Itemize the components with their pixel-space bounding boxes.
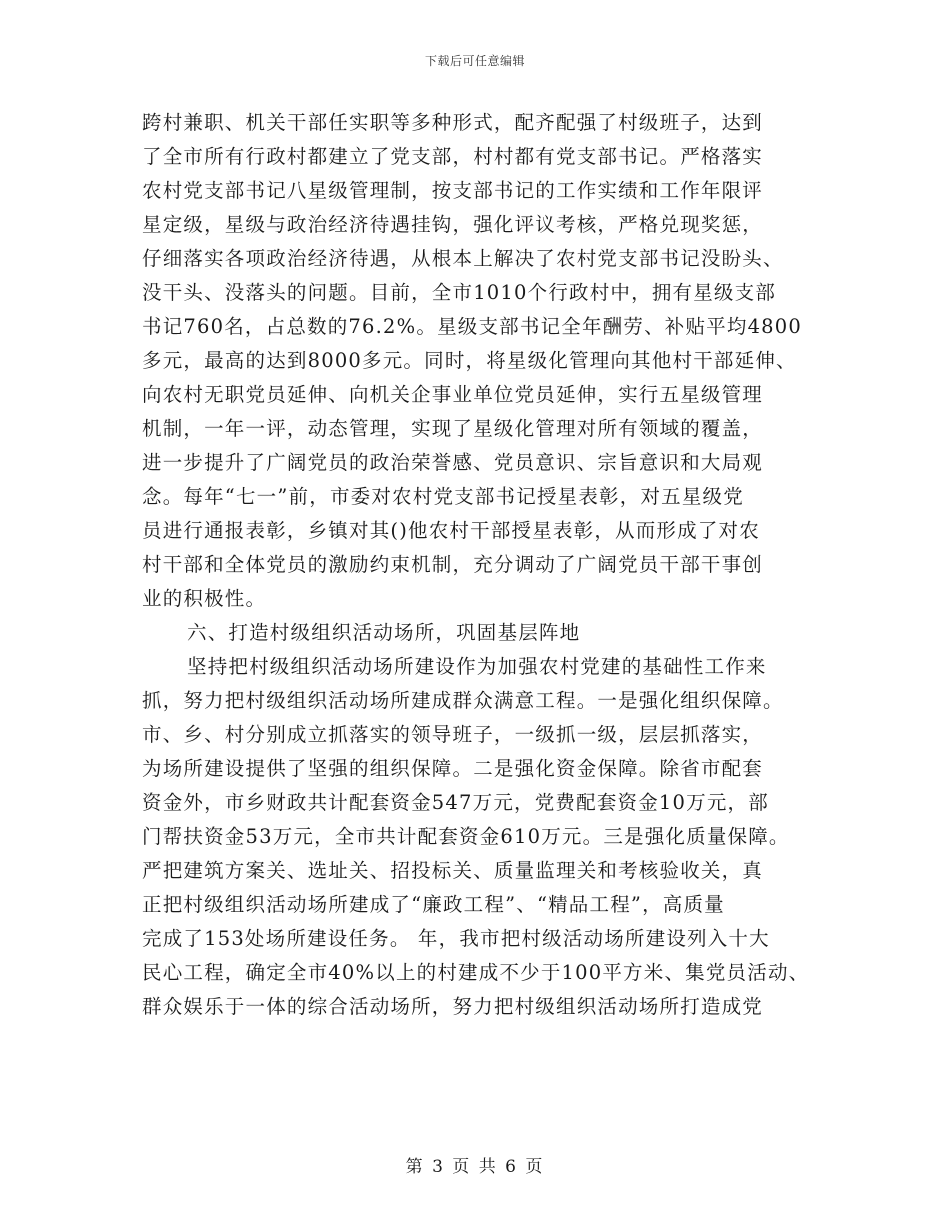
page-header: 下载后可任意编辑: [424, 54, 525, 68]
text-line: 跨村兼职、机关干部任实职等多种形式，配齐配强了村级班子，达到: [142, 111, 764, 134]
text-line: 民心工程，确定全市40%以上的村建成不少于100平方米、集党员活动、: [142, 961, 810, 984]
text-line: 正把村级组织活动场所建成了“廉政工程”、“精品工程”，高质量: [142, 893, 725, 916]
text-line: 仔细落实各项政治经济待遇，从根本上解决了农村党支部书记没盼头、: [142, 247, 784, 270]
text-line: 没干头、没落头的问题。目前，全市1010个行政村中，拥有星级支部: [142, 281, 777, 304]
text-line: 门帮扶资金53万元，全市共计配套资金610万元。三是强化质量保障。: [142, 825, 790, 848]
paragraph-first-line: 坚持把村级组织活动场所建设作为加强农村党建的基础性工作来: [187, 655, 767, 678]
text-line: 农村党支部书记八星级管理制，按支部书记的工作实绩和工作年限评: [142, 179, 764, 202]
text-line: 村干部和全体党员的激励约束机制，充分调动了广阔党员干部干事创: [142, 553, 764, 576]
text-line: 严把建筑方案关、选址关、招投标关、质量监理关和考核验收关，真: [142, 859, 764, 882]
text-line: 资金外，市乡财政共计配套资金547万元，党费配套资金10万元，部: [142, 791, 769, 814]
text-line: 了全市所有行政村都建立了党支部，村村都有党支部书记。严格落实: [142, 145, 764, 168]
text-line: 业的积极性。: [142, 587, 267, 610]
page-number-footer: 第 3 页 共 6 页: [405, 1157, 545, 1177]
text-line: 抓，努力把村级组织活动场所建成群众满意工程。一是强化组织保障。: [142, 689, 784, 712]
text-line: 向农村无职党员延伸、向机关企事业单位党员延伸，实行五星级管理: [142, 383, 764, 406]
text-line: 书记760名，占总数的76.2%。星级支部书记全年酬劳、补贴平均4800: [142, 315, 802, 338]
document-body: [142, 106, 822, 1024]
text-line: 群众娱乐于一体的综合活动场所，努力把村级组织活动场所打造成党: [142, 995, 764, 1018]
text-line: 市、乡、村分别成立抓落实的领导班子，一级抓一级，层层抓落实，: [142, 723, 764, 746]
text-line: 完成了153处场所建设任务。 年，我市把村级活动场所建设列入十大: [142, 927, 770, 950]
text-line: 多元，最高的达到8000多元。同时，将星级化管理向其他村干部延伸、: [142, 349, 797, 372]
text-line: 星定级，星级与政治经济待遇挂钩，强化评议考核，严格兑现奖惩，: [142, 213, 764, 236]
text-line: 为场所建设提供了坚强的组织保障。二是强化资金保障。除省市配套: [142, 757, 764, 780]
text-line: 员进行通报表彰，乡镇对其()他农村干部授星表彰，从而形成了对农: [142, 519, 760, 542]
text-line: 念。每年“七一”前，市委对农村党支部书记授星表彰，对五星级党: [142, 485, 744, 508]
section-heading: 六、打造村级组织活动场所，巩固基层阵地: [187, 621, 581, 644]
text-line: 机制，一年一评，动态管理，实现了星级化管理对所有领域的覆盖，: [142, 417, 764, 440]
text-line: 进一步提升了广阔党员的政治荣誉感、党员意识、宗旨意识和大局观: [142, 451, 764, 474]
